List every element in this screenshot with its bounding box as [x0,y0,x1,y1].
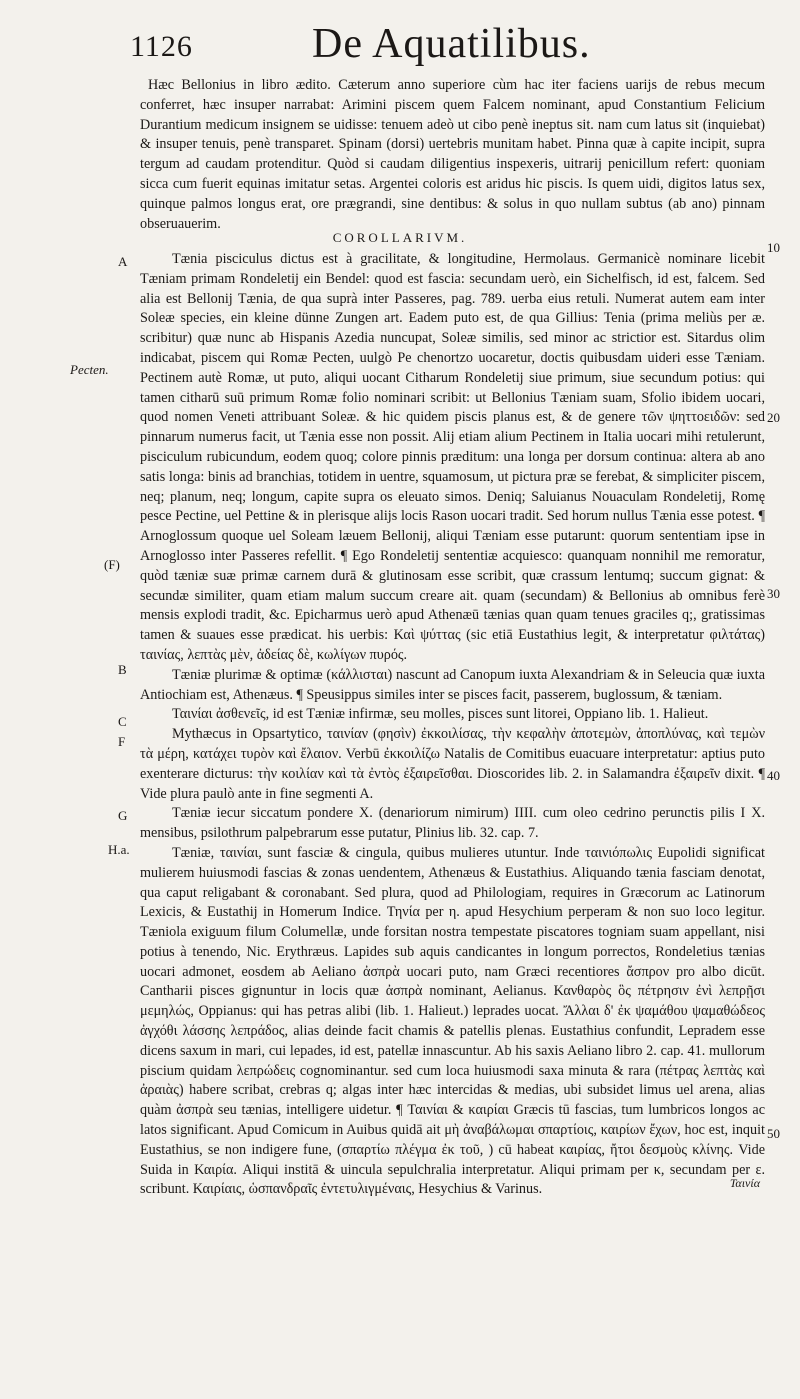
margin-letter-a: A [118,254,128,269]
margin-letter-g: G [118,808,128,823]
line-number-40: 40 [767,768,780,783]
catchword: Ταινία [729,1176,760,1190]
paragraph-b: Tæniæ plurimæ & optimæ (κάλλισται) nascunt ad Canopum iuxta Alexandriam & in Seleucia quæ iuxta Antiochiam est, Athenæus. ¶ Speusippus similes inter se pisces facit, passerem, buglossum, & tæniam. [140,666,765,703]
margin-letter-ha: H.a. [108,842,130,857]
paragraph-h: Tæniæ, ταινίαι, sunt fasciæ & cingula, quibus mulieres utuntur. Inde ταινιόπωλις Eupolidi significat mulierem huiusmodi fascias & zonas uendentem, Athenæus & Eustathius. Aliquando tænia fasciam denotat, qua caput religabant & coronabant. Sed plura, quod ad Philologiam, requires in Græcorum ac Latinorum Lexicis, & Eustathij in Homerum Indice. Τηνία per η. apud Hesychium perperam & non suo loco legitur. Tæniola exiguum filum Columellæ, unde forsitan nostra tempestate piscatores togniam suam appellant, nisi potius à tenendo, Nic. Erythræus. Lapides sub aquis candicantes in longum porrectos, Rondeletius tænias uocari admonet, eosdem ab Aeliano ἀσπρὰ uocari puto, nam Græci recentiores ἄσπρον pro albo dicūt. Cantharii pisces gignuntur in locis quæ ἀσπρὰ nominant, Aelianus. Κανθαρὸς ὃς πέτρησιν ἐνὶ λεπρῇσι μεμηλώς, Oppianus: qui has petras alibi (lib. 1. Halieut.) leprades uocat. Ἄλλαι δ' ἐκ ψαμάθου ψαμαθώδεος ἀγχόθι λάσσης λεπράδος, alias deinde facit chamis & patellis plenas. Eustathius confundit, Lepradem esse dicens saxum in mari, cui lepades, id est, patellæ innascuntur. Ab his saxis Aeliano libro 2. cap. 41. mullorum piscium quidam λεπρώδεις cognominantur. sed cum loca huiusmodi saxa minuta & rara (πέτρας λεπτὰς καὶ ἀραιὰς) habere scribat, crebras q; algas inter hæc intercidas & medias, ubi subsidet limus uel arena, alias quàm ἀσπρὰ seu tænias, intelligere uidetur. ¶ Ταινίαι & καιρίαι Græcis tū fascias, tum lumbricos longos ac latos significant. Apud Comicum in Auibus quidā ait μὴ ἀναβάλωμαι σπαρτίοις, καιρίων ἔχων, hoc est, inquit Eustathius, se non indigere fune, (σπαρτίω πλέγμα ἐκ τοῦ, ) cū habeat καιρίας, ἤτοι δεσμοὺς κλίνης. Vide Suida in Καιρία. Aliqui institā & uincula sepulchralia interpretatur. Aliqui primam per κ, secundam per ε. scribunt. Καιρίαις, ὡσπανδραῖς ἐντετυλιγμέναις, Hesychius & Varinus. [140,844,765,1198]
margin-letter-f2: F [118,734,126,749]
paragraph-c: Ταινίαι ἀσθενεῖς, id est Tæniæ infirmæ, seu molles, pisces sunt litorei, Oppiano lib. 1. Halieut. [172,706,709,723]
margin-letter-f: (F) [104,557,120,572]
section-heading: COROLLARIVM. [332,230,468,245]
line-number-20: 20 [767,410,780,425]
margin-note-pecten: Pecten. [70,362,109,377]
margin-letter-b: B [118,662,127,677]
line-number-10: 10 [767,240,780,255]
margin-letter-c: C [118,714,127,729]
paragraph-f: Mythæcus in Opsartytico, ταινίαν (φησὶν) ἐκκοιλίσας, τὴν κεφαλὴν ἀποτεμὼν, ἀποπλύνας, καὶ τεμὼν τὰ μέρη, κατάχει τυρὸν καὶ ἔλαιον. Verbū ἐκκοιλίζω Natalis de Comitibus euacuare interpretatur: aptius puto exenterare dicturus: τὴν κοιλίαν καὶ τὰ ἐντὸς ἐξαιρεῖσθαι. Dioscorides lib. 2. in Salamandra ἐξαιρεῖν dixit. ¶ Vide plura paulò ante in fine segmenti A. [140,726,765,802]
line-number-50: 50 [767,1126,780,1141]
page-title: De Aquatilibus. [312,21,591,67]
paragraph-a: Tænia pisciculus dictus est à gracilitate, & longitudine, Hermolaus. Germanicè nominare licebit Tæniam primam Rondeletij ein Bendel: quod est fascia: secundam uerò, ein Sichelfisch, id est, falcem. Sed alia est Bellonij Tænia, de qua suprà inter Passeres, pag. 789. uerba eius retuli. Numerat autem eam inter Soleæ species, ein kleine dünne Zungen art. Eadem puto est, de qua Gillius: Tenia (prima meliùs per æ. scribitur) quæ nunc ab Hispanis Azedia nuncupat, Soleæ similis, sed minor ac strictior est. Sitardus olim indicabat, piscem qui Romæ Pecten, uulgò Pe chenortzo uocaretur, doctis quibusdam uideri esse Tæniam. Pectinem autè Romæ, ut puto, aliqui uocant Citharum Rondeletij siue primum, siue secundum potius: qui tamen citharū suū primum Romæ folio nominari scribit: ut Bellonius Tæniam suam, Sfolio ibidem uocari, quod nomen Veneti attribuant Soleæ. & hic quidem piscis planus est, & de genere τῶν ψηττοειδῶν: sed pinnarum numerus facit, ut Tænia esse non possit. Alij etiam alium Pectinem in Italia uocari mihi retulerunt, pisciculum rubicundum, eodem quoq; colore pinnis præditum: una longa per dorsum continua: altera ab ano satis longa: binis ad branchias, totidem in uentre, squamosum, ut pictura præ se ferebat, & simpliciter piscem, neq; planum, neq; longum, capite supra os eleuato simos. Deniq; Saluianus Nouaculam Rondeletij, Romę pesce Pectine, uel Pettine & in plerisque alijs locis Rason uocari tradit. Sed horum nullus Tænia esse potest. ¶ Arnoglossum quoque uel Soleam læuem Bellonij, aliqui Tæniam esse putarunt: quorum sententiam ipse in Arnoglosso inter Passeres refellit. ¶ Ego Rondeletij sententiæ acquiesco: quanquam nonnihil me remoratur, quòd tæniæ suæ primæ carnem durā & glutinosam esse scribit, quæ crassum lentumq; succum gignat: & secundæ similiter, quam etiam malum succum creare ait. quam (secundam) & Bellonius ab omnibus ferè mensis explodi tradit, &c. Epicharmus uerò apud Athenæū tænias quan quam tenues graciles q;, gratissimas tamen & suaues esse prædicat. his uerbis: Καὶ ψύττας (sic etiā Eustathius legit, & interpretatur φιλτάτας) ταινίας, λεπτὰς μὲν, ἀδείας δὲ, κωλίγων πυρός. [140,251,765,663]
corollarium-body [140,250,765,1200]
paragraph-g: Tæniæ iecur siccatum pondere X. (denariorum nimirum) IIII. cum oleo cedrino perunctis pilis I X. mensibus, psilothrum palpebrarum esse putatur, Plinius lib. 32. cap. 7. [140,805,765,842]
intro-paragraph: Hæc Bellonius in libro ædito. Cæterum anno superiore cùm hac iter faciens uarijs de rebus mecum conferret, hæc insuper narrabat: Arimini piscem quem Falcem nominant, apud Constantium Felicium Durantium medicum insignem se uidisse: tenuem adeò ut cibo penè ineptus sit. nam cum latus sit (inquiebat) & insuper tenuis, penè transparet. Spinam (dorsi) uertebris munitam habet. Pinna quæ à capite incipit, supra tergum ad caudam protenditur. Quòd si caudam diligentius inspexeris, uitrarij penicillum refert: quoniam sicca cum fuerit equinas imitatur setas. Argentei coloris est aridus hic piscis. Is quem uidi, digitos latus sex, quinque palmos longus erat, ore prægrandi, sine dentibus: & solus in quo nullam subtus (ab ano) pinnam obseruauerim. [140,77,765,232]
line-number-30: 30 [767,586,780,601]
page-number: 1126 [130,30,193,63]
